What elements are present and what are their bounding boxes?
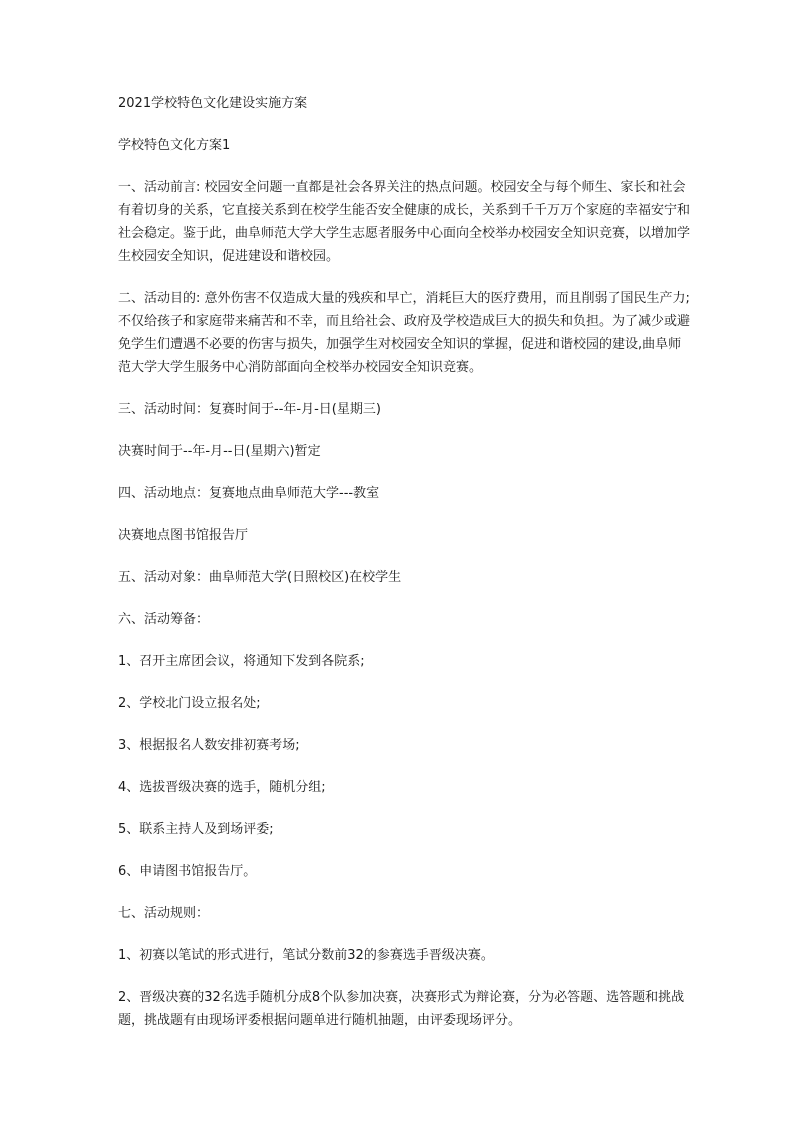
list-item: 2、晋级决赛的32名选手随机分成8个队参加决赛，决赛形式为辩论赛，分为必答题、选答题和挑战题，挑战题有由现场评委根据问题单进行随机抽题，由评委现场评分。 <box>118 990 685 1028</box>
paragraph-location-final: 决赛地点图书馆报告厅 <box>118 528 249 543</box>
paragraph-intro: 一、活动前言: 校园安全问题一直都是社会各界关注的热点问题。校园安全与每个师生、家长和社会有着切身的关系，它直接关系到在校学生能否安全健康的成长，关系到千千万万个家庭的幸福安宁和社会稳定。鉴于此，曲阜师范大学大学生志愿者服务中心面向全校举办校园安全知识竞赛，以增加学生校园安全知识，促进建设和谐校园。 <box>118 180 691 264</box>
paragraph-purpose: 二、活动目的: 意外伤害不仅造成大量的残疾和早亡，消耗巨大的医疗费用，而且削弱了国民生产力;不仅给孩子和家庭带来痛苦和不幸，而且给社会、政府及学校造成巨大的损失和负担。为了减少或避免学生们遭遇不必要的伤害与损失，加强学生对校园安全知识的掌握，促进和谐校园的建设,曲阜师范大学大学生服务中心消防部面向全校举办校园安全知识竞赛。 <box>118 291 691 375</box>
list-item: 3、根据报名人数安排初赛考场; <box>118 738 300 753</box>
paragraph-time-semifinal: 三、活动时间：复赛时间于--年-月-日(星期三) <box>118 402 381 417</box>
list-item: 5、联系主持人及到场评委; <box>118 822 274 837</box>
paragraph-location-semifinal: 四、活动地点：复赛地点曲阜师范大学---教室 <box>118 486 380 501</box>
paragraph-participants: 五、活动对象：曲阜师范大学(日照校区)在校学生 <box>118 570 402 585</box>
list-item: 2、学校北门设立报名处; <box>118 696 261 711</box>
paragraph-time-final: 决赛时间于--年-月--日(星期六)暂定 <box>118 444 321 459</box>
document-page <box>118 92 690 1051</box>
document-subtitle: 学校特色文化方案1 <box>118 138 231 153</box>
list-item: 1、召开主席团会议，将通知下发到各院系; <box>118 654 365 669</box>
paragraph-preparation-heading: 六、活动筹备： <box>118 612 210 627</box>
list-item: 1、初赛以笔试的形式进行，笔试分数前32的参赛选手晋级决赛。 <box>118 948 494 963</box>
list-item: 6、申请图书馆报告厅。 <box>118 864 257 879</box>
document-title: 2021学校特色文化建设实施方案 <box>118 96 308 111</box>
paragraph-rules-heading: 七、活动规则： <box>118 906 210 921</box>
list-item: 4、选拔晋级决赛的选手，随机分组; <box>118 780 326 795</box>
